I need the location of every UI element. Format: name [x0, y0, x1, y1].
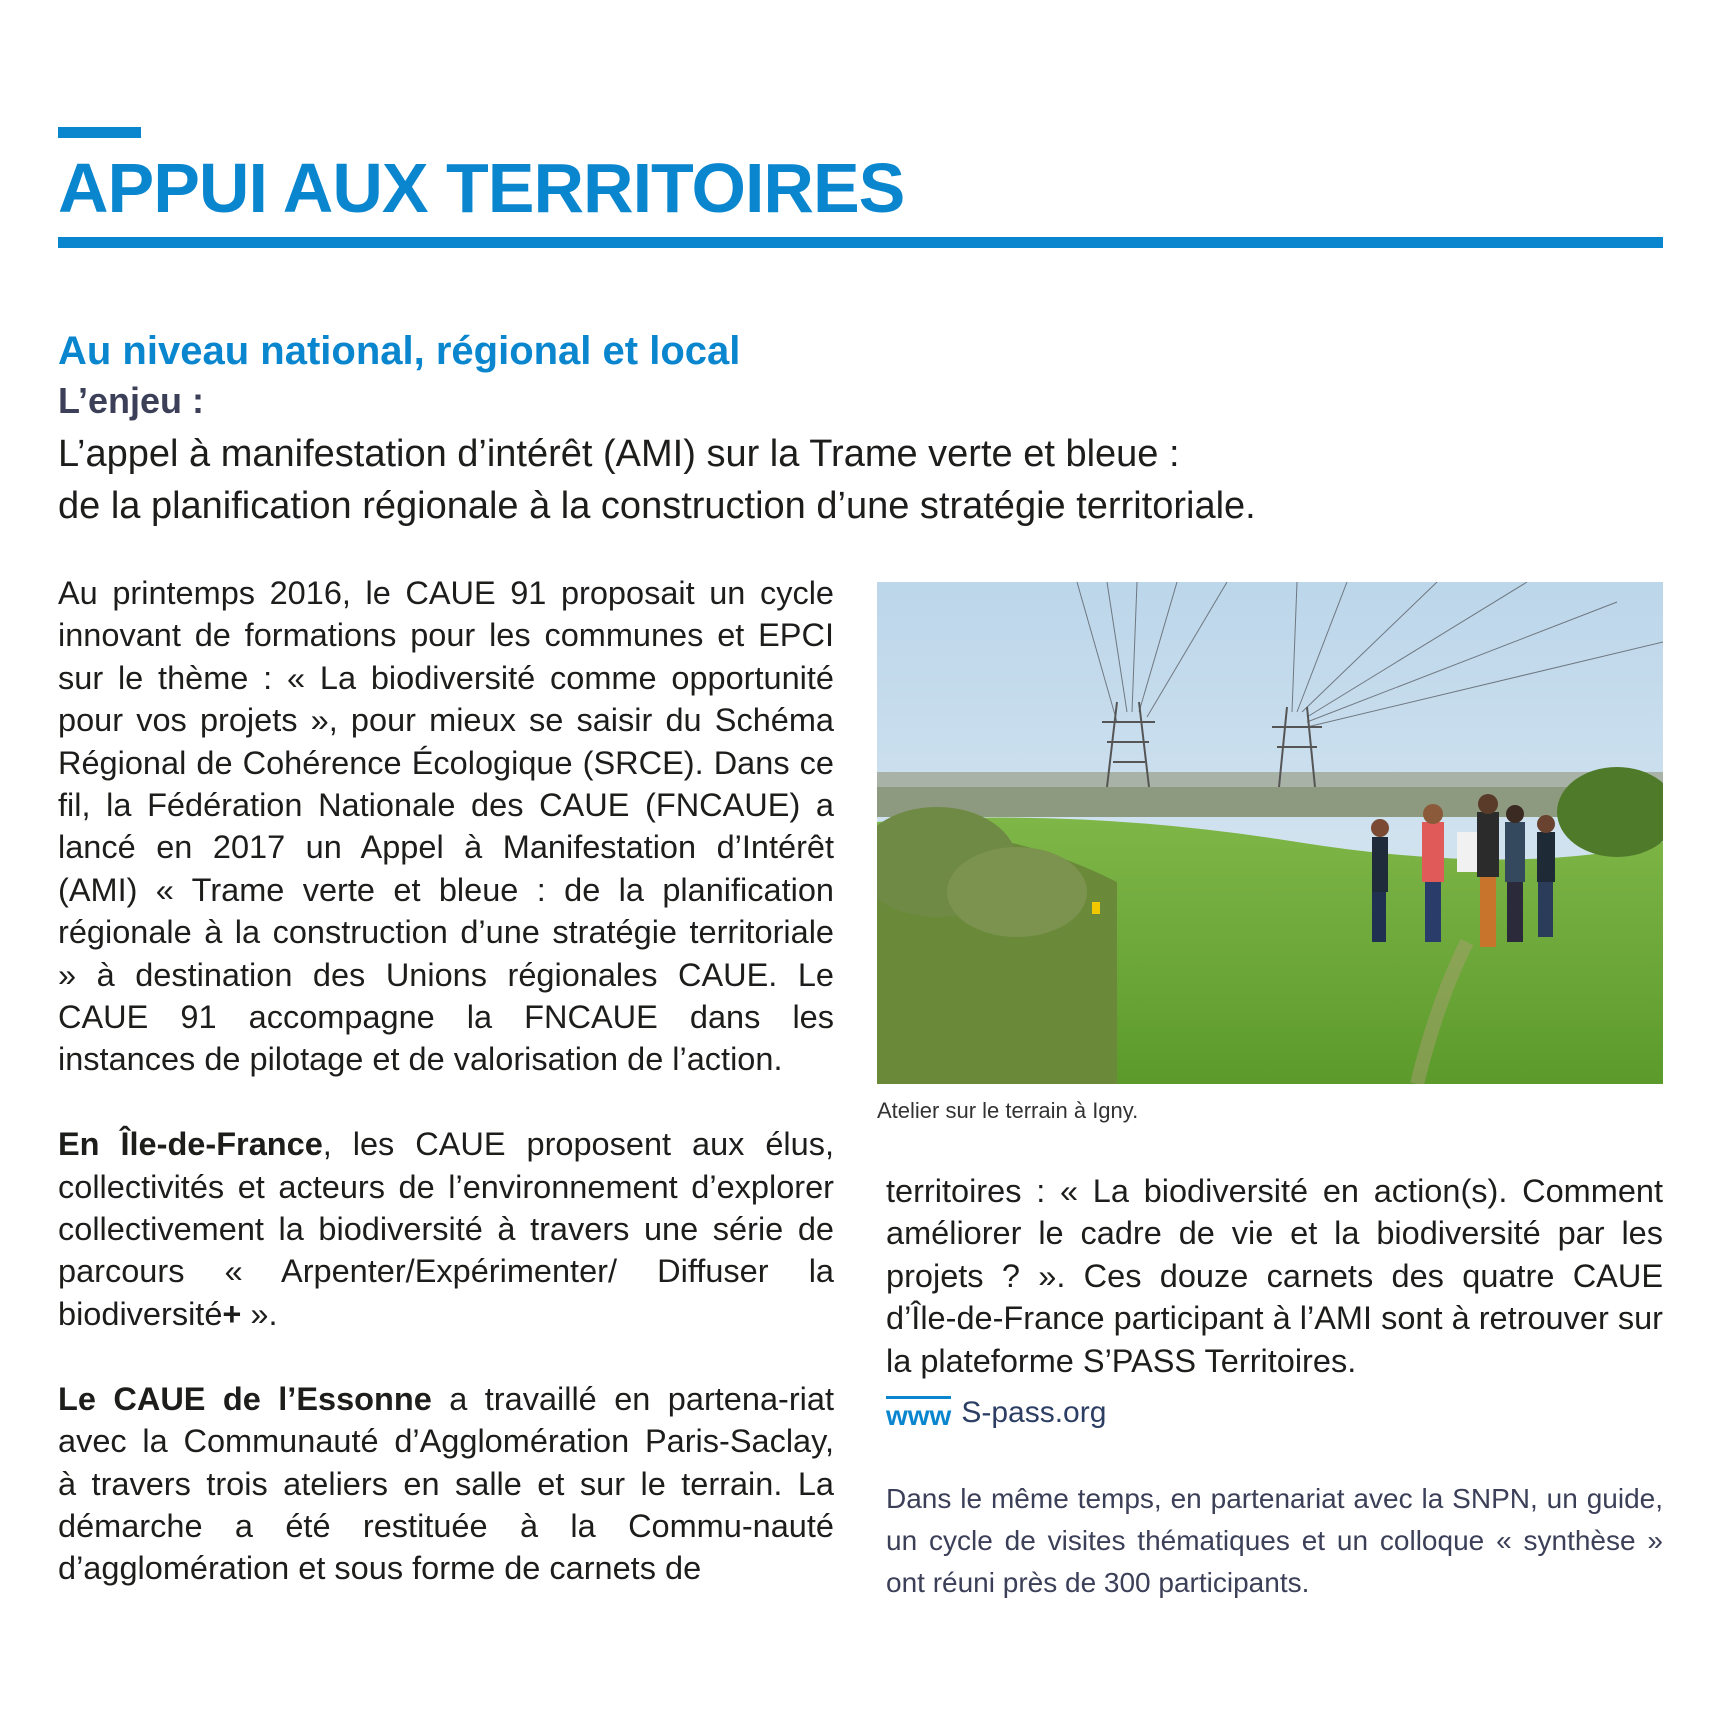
subheading: Au niveau national, régional et local [58, 329, 741, 373]
snpn-note: Dans le même temps, en partenariat avec la SNPN, un guide, un cycle de visites thématiques et un colloque « synthèse » ont réuni près de 300 participants. [886, 1483, 1663, 1598]
paragraph-carnets: territoires : « La biodiversité en action(s). Comment améliorer le cadre de vie et la biodiversité par les projets ? ». Ces douze carnets des quatre CAUE d’Île-de-France participant à l’AMI sont à retrouver sur la plateforme S’PASS Territoires. [886, 1173, 1663, 1379]
stake-text [58, 428, 1678, 532]
field-workshop-photo [877, 582, 1663, 1084]
stake-line: L’appel à manifestation d’intérêt (AMI) sur la Trame verte et bleue : [58, 433, 1180, 475]
stake-label: L’enjeu : [58, 380, 205, 421]
photo-caption: Atelier sur le terrain à Igny. [877, 1098, 1139, 1123]
right-column [886, 1170, 1663, 1382]
paragraph-text: , les CAUE proposent aux élus, collectivités et acteurs de l’environnement d’explorer collectivement la biodiversité à travers une série de parcours « Arpenter/Expérimenter/ Diffuser la biodiversité [58, 1126, 834, 1332]
photo-illustration [877, 582, 1663, 1084]
website-link[interactable]: S-pass.org [961, 1396, 1107, 1430]
stake-line: de la planification régionale à la construction d’une stratégie territoriale. [58, 485, 1256, 527]
bold-lead: Le CAUE de l’Essonne [58, 1380, 432, 1417]
left-column [58, 572, 834, 1590]
paragraph-essonne [58, 1378, 834, 1590]
plus-sign: + [222, 1295, 242, 1332]
paragraph-intro: Au printemps 2016, le CAUE 91 proposait un cycle innovant de formations pour les communes et EPCI sur le thème : « La biodiversité comme opportunité pour vos projets », pour mieux se saisir du Schéma Régional de Cohérence Écologique (SRCE). Dans ce fil, la Fédération Nationale des CAUE (FNCAUE) a lancé en 2017 un Appel à Manifestation d’Intérêt (AMI) « Trame verte et bleue : de la planification régionale à la construction d’une stratégie territoriale » à destination des Unions régionales CAUE. Le CAUE 91 accompagne la FNCAUE dans les instances de pilotage et de valorisation de l’action. [58, 575, 834, 1078]
paragraph-text: a travaillé en partena-riat avec la Communauté d’Agglomération Paris-Saclay, à travers trois ateliers en salle et sur le terrain. La démarche a été restituée à la Commu-nauté d’agglomération et sous forme de carnets de [58, 1380, 834, 1587]
bold-lead: En Île-de-France [58, 1126, 323, 1163]
www-icon: www [886, 1396, 951, 1431]
section-title: APPUI AUX TERRITOIRES [58, 149, 905, 227]
paragraph-text: ». [241, 1295, 278, 1332]
title-rule [58, 237, 1663, 248]
title-accent-bar [58, 127, 141, 138]
website-row [886, 1392, 1106, 1433]
paragraph-ile-de-france [58, 1123, 834, 1335]
